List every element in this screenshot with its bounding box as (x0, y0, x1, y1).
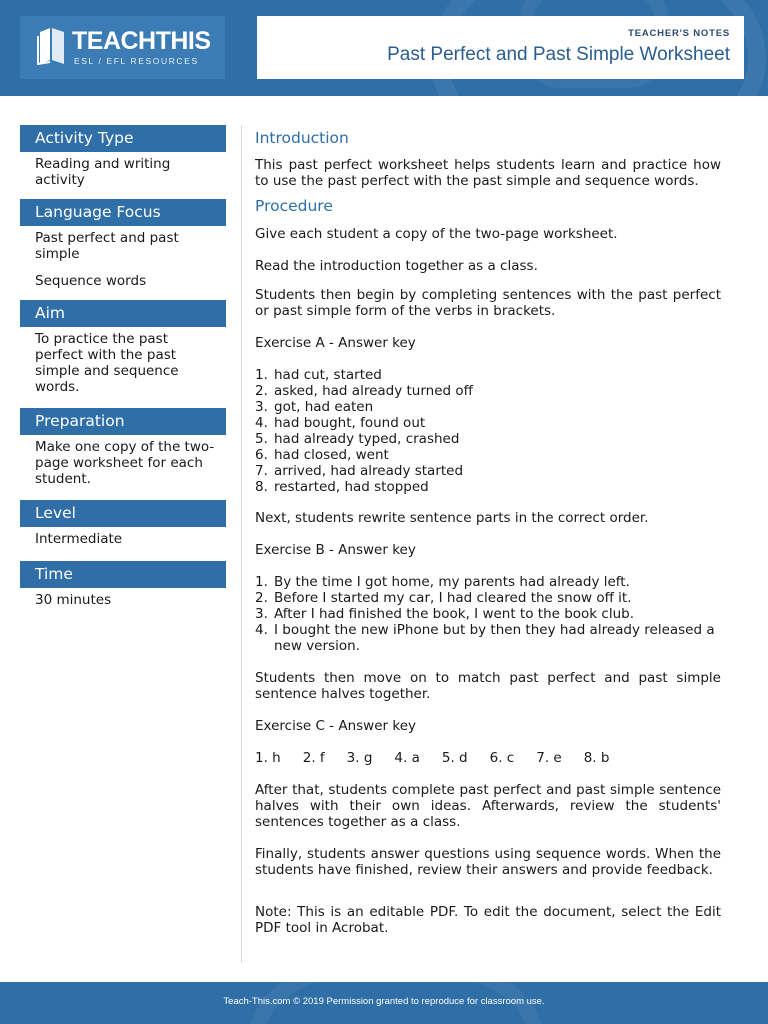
book-icon (36, 26, 68, 66)
procedure-step: Read the introduction together as a class. (255, 258, 538, 274)
answer-item: 2. f (302, 750, 325, 766)
list-item: 6. had closed, went (255, 447, 389, 463)
list-item: 3. got, had eaten (255, 399, 374, 415)
list-item: 4. had bought, found out (255, 415, 426, 431)
introduction-text: This past perfect worksheet helps students learn and practice how to use the past perfect with the past simple and sequence words. (255, 157, 721, 189)
procedure-step: Give each student a copy of the two-page worksheet. (255, 226, 618, 242)
time-body (20, 588, 226, 608)
procedure-step: Students then move on to match past perfect and past simple sentence halves together. (255, 670, 721, 702)
answer-item: 7. e (536, 750, 562, 766)
language-focus-heading: Language Focus (20, 199, 226, 226)
preparation-text: Make one copy of the two-page worksheet for each student. (35, 439, 215, 487)
teachers-notes-label: TEACHER'S NOTES (628, 28, 730, 39)
level-body (20, 527, 226, 547)
list-item: 1. had cut, started (255, 367, 382, 383)
list-item: 4. I bought the new iPhone but by then they had already released a new version. (255, 622, 715, 654)
introduction-heading: Introduction (255, 129, 349, 147)
time-heading: Time (20, 561, 226, 588)
list-item: 7. arrived, had already started (255, 463, 464, 479)
answer-item: 3. g (346, 750, 373, 766)
procedure-step: Next, students rewrite sentence parts in the correct order. (255, 510, 649, 526)
answer-item: 1. h (255, 750, 281, 766)
language-focus-body (20, 226, 226, 289)
exercise-b-label: Exercise B - Answer key (255, 542, 416, 558)
title-box (257, 16, 744, 79)
time-text: 30 minutes (35, 592, 112, 608)
language-focus-text: Past perfect and past simple (35, 230, 179, 262)
exercise-c-answers (255, 750, 721, 766)
aim-heading: Aim (20, 300, 226, 327)
answer-item: 8. b (583, 750, 610, 766)
list-item: 8. restarted, had stopped (255, 479, 429, 495)
procedure-heading: Procedure (255, 197, 333, 215)
answer-item: 6. c (489, 750, 515, 766)
logo-subtitle: ESL / EFL RESOURCES (74, 56, 199, 66)
footer (0, 982, 768, 1024)
list-item: 2. Before I started my car, I had cleared the snow off it. (255, 590, 632, 606)
activity-type-body (20, 152, 226, 188)
procedure-step: Finally, students answer questions using sequence words. When the students have finished, review their answers and provide feedback. (255, 846, 721, 878)
sidebar (20, 125, 226, 619)
answer-item: 4. a (394, 750, 420, 766)
list-item: 2. asked, had already turned off (255, 383, 473, 399)
list-item: 1. By the time I got home, my parents had already left. (255, 574, 630, 590)
header-banner (0, 0, 768, 96)
exercise-b-answers (255, 574, 721, 654)
activity-type-text: Reading and writing activity (35, 156, 171, 188)
activity-type-heading: Activity Type (20, 125, 226, 152)
answer-item: 5. d (441, 750, 468, 766)
aim-body (20, 327, 226, 395)
level-text: Intermediate (35, 531, 123, 547)
column-divider (241, 125, 242, 963)
level-heading: Level (20, 500, 226, 527)
list-item: 3. After I had finished the book, I went to the book club. (255, 606, 635, 622)
exercise-a-label: Exercise A - Answer key (255, 335, 416, 351)
list-item: 5. had already typed, crashed (255, 431, 460, 447)
procedure-step: Students then begin by completing sentences with the past perfect or past simple form of the verbs in brackets. (255, 287, 721, 319)
main-content (255, 127, 721, 936)
preparation-body (20, 435, 226, 487)
procedure-step: After that, students complete past perfect and past simple sentence halves with their own ideas. Afterwards, review the students' sentences together as a class. (255, 782, 721, 830)
logo (20, 16, 225, 79)
exercise-a-answers (255, 367, 721, 495)
exercise-c-label: Exercise C - Answer key (255, 718, 416, 734)
footer-copyright: Teach-This.com © 2019 Permission granted to reproduce for classroom use. (223, 996, 545, 1007)
logo-text: TEACHTHIS (72, 27, 211, 55)
preparation-heading: Preparation (20, 408, 226, 435)
page-title: Past Perfect and Past Simple Worksheet (387, 44, 730, 65)
language-focus-text: Sequence words (35, 273, 147, 289)
aim-text: To practice the past perfect with the past simple and sequence words. (35, 331, 179, 395)
editable-pdf-note: Note: This is an editable PDF. To edit the document, select the Edit PDF tool in Acrobat. (255, 904, 721, 936)
